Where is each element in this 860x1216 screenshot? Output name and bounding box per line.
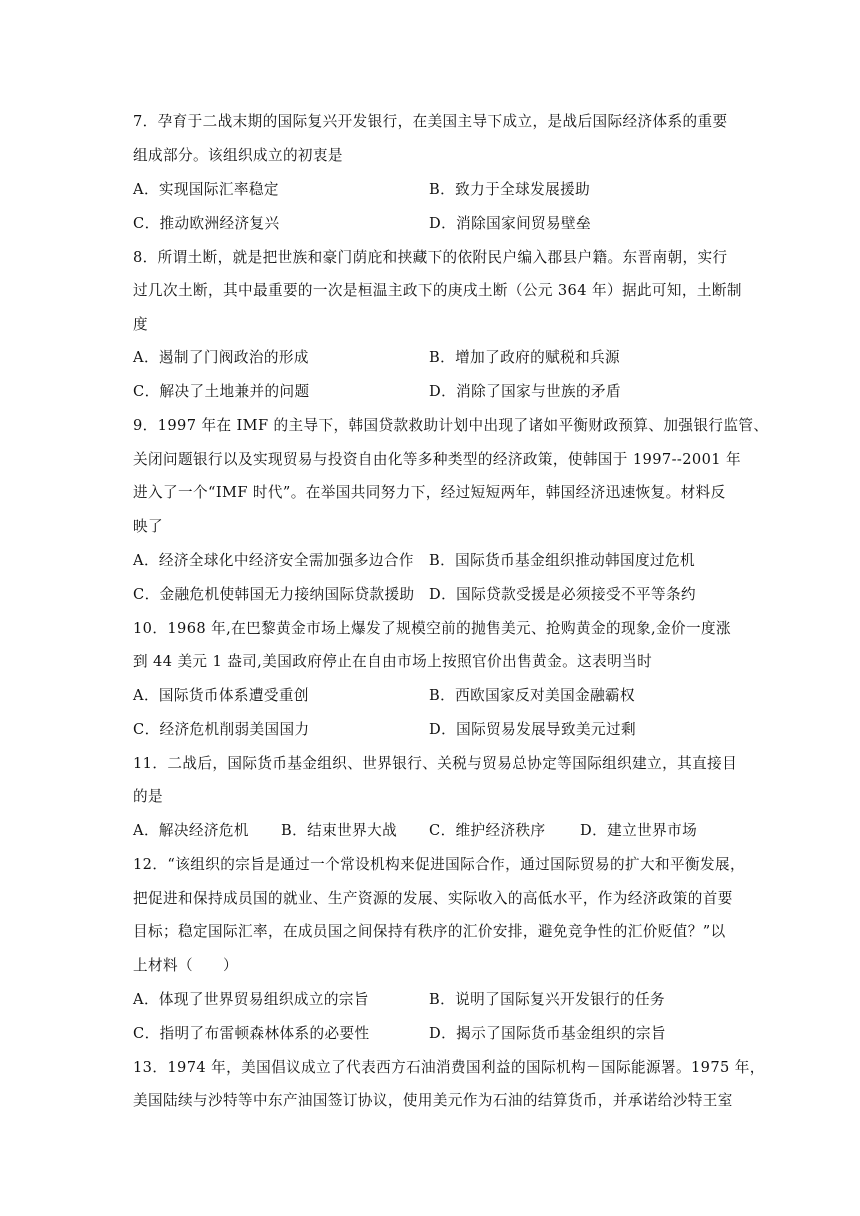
question-stem-line: 度 [133, 316, 148, 333]
option-b: B．国际货币基金组织推动韩国度过危机 [429, 552, 696, 569]
question-stem-line: 映了 [133, 518, 163, 535]
option-b: B．致力于全球发展援助 [429, 181, 591, 198]
option-c: C．金融危机使韩国无力接纳国际贷款援助 [133, 586, 415, 603]
question-stem-line: 9．1997 年在 IMF 的主导下，韩国贷款救助计划中出现了诸如平衡财政预算、加强银行监管、 [133, 417, 769, 434]
question-stem-line: 美国陆续与沙特等中东产油国签订协议，使用美元作为石油的结算货币，并承诺给沙特王室 [133, 1092, 733, 1109]
option-c: C．经济危机削弱美国国力 [133, 721, 310, 738]
option-b: B．增加了政府的赋税和兵源 [429, 349, 621, 366]
option-c: C．解决了土地兼并的问题 [133, 383, 310, 400]
question-stem-line: 关闭问题银行以及实现贸易与投资自由化等多种类型的经济政策，使韩国于 1997--2001 年 [133, 451, 742, 468]
question-stem-line: 组成部分。该组织成立的初衷是 [133, 147, 343, 164]
question-stem-line: 的是 [133, 788, 163, 805]
option-a: A．实现国际汇率稳定 [133, 181, 279, 198]
question-stem-line: 上材料（ ） [133, 957, 238, 974]
question-stem-line: 进入了一个“IMF 时代”。在举国共同努力下，经过短短两年，韩国经济迅速恢复。材料反 [133, 484, 726, 501]
option-a: A．国际货币体系遭受重创 [133, 687, 309, 704]
option-c: C．指明了布雷顿森林体系的必要性 [133, 1025, 370, 1042]
option-a: A．遏制了门阀政治的形成 [133, 349, 309, 366]
option-a: A．解决经济危机 [133, 822, 249, 839]
question-stem-line: 11．二战后，国际货币基金组织、世界银行、关税与贸易总协定等国际组织建立，其直接目 [133, 755, 738, 772]
question-stem-line: 13．1974 年，美国倡议成立了代表西方石油消费国利益的国际机构－国际能源署。1975 年， [133, 1059, 765, 1076]
option-d: D．消除国家间贸易壁垒 [429, 215, 592, 232]
option-d: D．国际贸易发展导致美元过剩 [429, 721, 637, 738]
option-d: D．建立世界市场 [580, 822, 698, 839]
question-stem-line: 把促进和保持成员国的就业、生产资源的发展、实际收入的高低水平，作为经济政策的首要 [133, 890, 733, 907]
question-stem-line: 7．孕育于二战末期的国际复兴开发银行，在美国主导下成立，是战后国际经济体系的重要 [133, 113, 728, 130]
option-b: B．结束世界大战 [281, 822, 398, 839]
option-c: C．维护经济秩序 [429, 822, 546, 839]
question-stem-line: 过几次土断，其中最重要的一次是桓温主政下的庚戌土断（公元 364 年）据此可知，土断制 [133, 282, 742, 299]
option-d: D．国际贷款受援是必须接受不平等条约 [429, 586, 696, 603]
option-d: D．揭示了国际货币基金组织的宗旨 [429, 1025, 667, 1042]
option-b: B．说明了国际复兴开发银行的任务 [429, 991, 666, 1008]
option-a: A．经济全球化中经济安全需加强多边合作 [133, 552, 414, 569]
question-stem-line: 10．1968 年,在巴黎黄金市场上爆发了规模空前的抛售美元、抢购黄金的现象,金价一度涨 [133, 620, 732, 637]
question-stem-line: 到 44 美元 1 盎司,美国政府停止在自由市场上按照官价出售黄金。这表明当时 [133, 653, 653, 670]
question-stem-line: 8．所谓土断，就是把世族和豪门荫庇和挟藏下的依附民户编入郡县户籍。东晋南朝，实行 [133, 249, 728, 266]
option-c: C．推动欧洲经济复兴 [133, 215, 280, 232]
option-b: B．西欧国家反对美国金融霸权 [429, 687, 636, 704]
question-stem-line: 12．“该组织的宗旨是通过一个常设机构来促进国际合作，通过国际贸易的扩大和平衡发展， [133, 856, 745, 873]
question-stem-line: 目标；稳定国际汇率，在成员国之间保持有秩序的汇价安排，避免竞争性的汇价贬值？”以 [133, 923, 726, 940]
option-a: A．体现了世界贸易组织成立的宗旨 [133, 991, 369, 1008]
option-d: D．消除了国家与世族的矛盾 [429, 383, 622, 400]
